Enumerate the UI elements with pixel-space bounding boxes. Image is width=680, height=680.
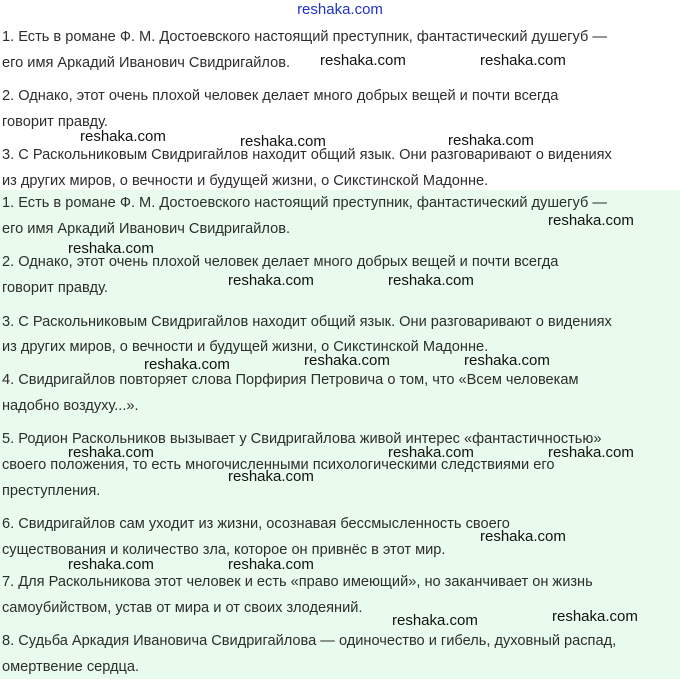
watermark: reshaka.com	[548, 444, 634, 461]
item-8-line-1: 8. Судьба Аркадия Ивановича Свидригайлова — одиночество и гибель, духовный распад,	[2, 633, 617, 649]
item-2-line-2: говорит правду.	[2, 280, 108, 296]
item-4-line-2: надобно воздуху...».	[2, 398, 139, 414]
item-1-line-1: 1. Есть в романе Ф. М. Достоевского настоящий преступник, фантастический душегуб —	[2, 195, 607, 211]
watermark: reshaka.com	[68, 444, 154, 461]
watermark: reshaka.com	[480, 528, 566, 545]
top-item-3-line-2: из других миров, о вечности и будущей жизни, о Сикстинской Мадонне.	[2, 173, 489, 189]
watermark: reshaka.com	[448, 132, 534, 149]
item-7-line-2: самоубийством, устав от мира и от своих злодеяний.	[2, 600, 363, 616]
item-3-line-1: 3. С Раскольниковым Свидригайлов находит общий язык. Они разговаривают о видениях	[2, 314, 612, 330]
watermark: reshaka.com	[68, 556, 154, 573]
watermark: reshaka.com	[228, 272, 314, 289]
item-5-line-2: своего положения, то есть многочисленными психологическими следствиями его	[2, 457, 555, 473]
item-3-line-2: из других миров, о вечности и будущей жизни, о Сикстинской Мадонне.	[2, 339, 489, 355]
watermark: reshaka.com	[388, 444, 474, 461]
watermark: reshaka.com	[144, 356, 230, 373]
item-4-line-1: 4. Свидригайлов повторяет слова Порфирия Петровича о том, что «Всем человекам	[2, 372, 579, 388]
watermark: reshaka.com	[304, 352, 390, 369]
top-item-3-line-1: 3. С Раскольниковым Свидригайлов находит общий язык. Они разговаривают о видениях	[2, 147, 612, 163]
top-item-2-line-2: говорит правду.	[2, 114, 108, 130]
watermark: reshaka.com	[392, 612, 478, 629]
item-5-line-1: 5. Родион Раскольников вызывает у Свидригайлова живой интерес «фантастичностью»	[2, 431, 602, 447]
item-6-line-2: существования и количество зла, которое он привнёс в этот мир.	[2, 542, 446, 558]
watermark: reshaka.com	[548, 212, 634, 229]
watermark: reshaka.com	[320, 52, 406, 69]
item-6-line-1: 6. Свидригайлов сам уходит из жизни, осознавая бессмысленность своего	[2, 516, 510, 532]
watermark: reshaka.com	[228, 468, 314, 485]
watermark: reshaka.com	[228, 556, 314, 573]
item-7-line-1: 7. Для Раскольникова этот человек и есть «право имеющий», но заканчивает он жизнь	[2, 574, 593, 590]
watermark: reshaka.com	[68, 240, 154, 257]
top-item-1-line-2: его имя Аркадий Иванович Свидригайлов.	[2, 55, 291, 71]
item-8-line-2: омертвение сердца.	[2, 659, 140, 675]
item-5-line-3: преступления.	[2, 483, 101, 499]
item-2-line-1: 2. Однако, этот очень плохой человек делает много добрых вещей и почти всегда	[2, 254, 559, 270]
site-title[interactable]: reshaka.com	[297, 1, 383, 18]
watermark: reshaka.com	[240, 133, 326, 150]
top-item-1-line-1: 1. Есть в романе Ф. М. Достоевского настоящий преступник, фантастический душегуб —	[2, 29, 607, 45]
watermark: reshaka.com	[480, 52, 566, 69]
item-1-line-2: его имя Аркадий Иванович Свидригайлов.	[2, 221, 291, 237]
watermark: reshaka.com	[552, 608, 638, 625]
top-item-2-line-1: 2. Однако, этот очень плохой человек делает много добрых вещей и почти всегда	[2, 88, 559, 104]
watermark: reshaka.com	[464, 352, 550, 369]
watermark: reshaka.com	[80, 128, 166, 145]
watermark: reshaka.com	[388, 272, 474, 289]
